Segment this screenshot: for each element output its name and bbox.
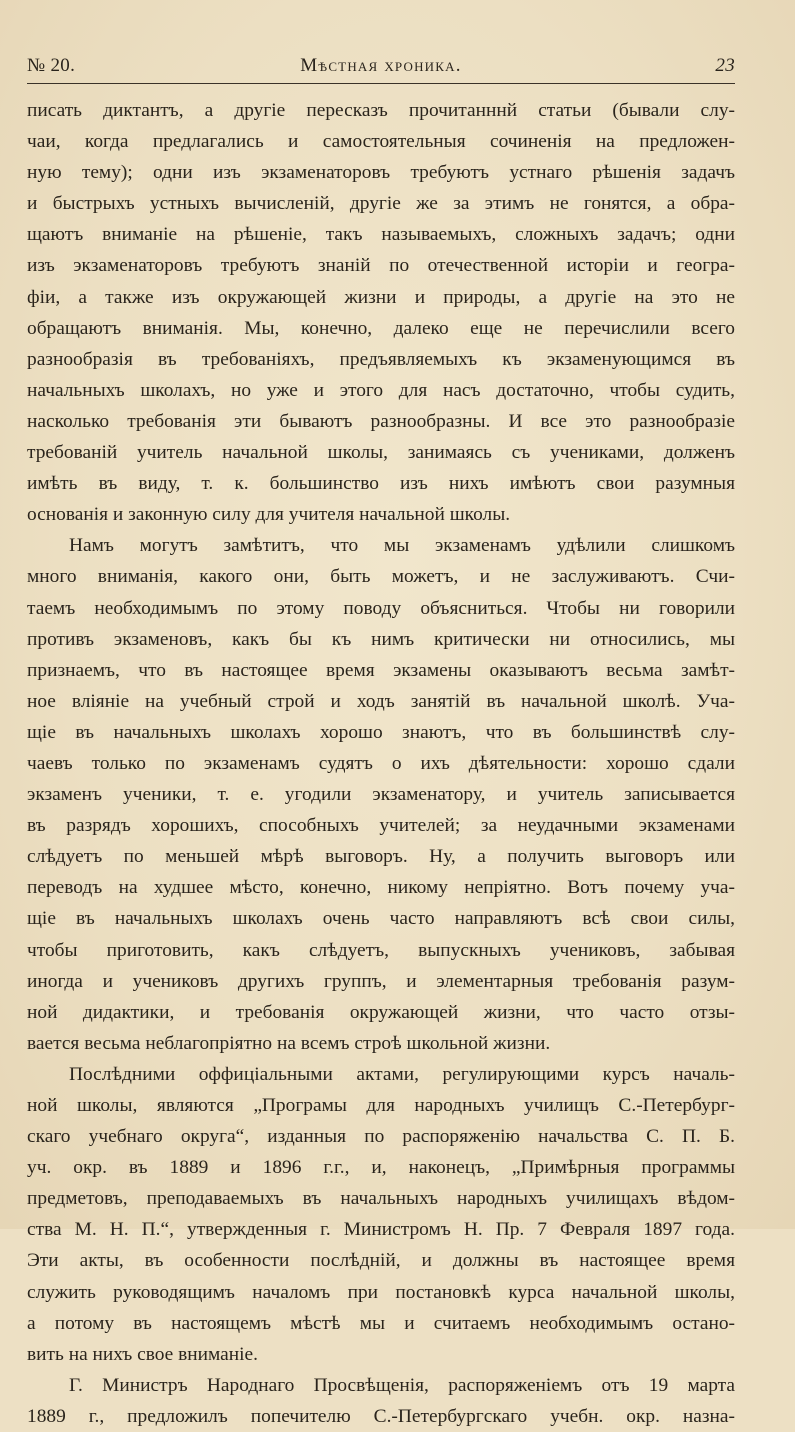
text-line: вается весьма неблагопріятно на всемъ строѣ школьной жизни.	[27, 1032, 551, 1054]
text-line: противъ экзаменовъ, какъ бы къ нимъ критически ни относились, мы	[27, 628, 735, 650]
page-number: 23	[715, 55, 735, 76]
text-line: насколько требованія эти бываютъ разнообразны. И все это разнообразіе	[27, 410, 735, 432]
text-line: чаевъ только по экзаменамъ судятъ о ихъ дѣятельности: хорошо сдали	[27, 752, 735, 774]
article-body	[27, 95, 735, 1432]
text-line: фіи, а также изъ окружающей жизни и природы, а другіе на это не	[27, 286, 735, 308]
text-line: разнообразія въ требованіяхъ, предъявляемыхъ къ экзаменующимся въ	[27, 348, 735, 370]
header-rule	[27, 83, 735, 84]
text-line: изъ экзаменаторовъ требуютъ знаній по отечественной исторіи и геогра-	[27, 255, 735, 277]
text-line: иногда и учениковъ другихъ группъ, и элементарныя требованія разум-	[27, 970, 735, 992]
text-line: чтобы приготовить, какъ слѣдуетъ, выпускныхъ учениковъ, забывая	[27, 939, 735, 961]
text-line: ной дидактики, и требованія окружающей жизни, что часто отзы-	[27, 1001, 735, 1023]
text-line: ную тему); одни изъ экзаменаторовъ требуютъ устнаго рѣшенія задачъ	[27, 162, 735, 184]
paragraph-start-line: Намъ могутъ замѣтитъ, что мы экзаменамъ удѣлили слишкомъ	[69, 535, 735, 557]
text-line: скаго учебнаго округа“, изданныя по распоряженію начальства С. П. Б.	[27, 1126, 735, 1148]
text-line: основанія и законную силу для учителя начальной школы.	[27, 504, 511, 526]
text-line: признаемъ, что въ настоящее время экзамены оказываютъ весьма замѣт-	[27, 659, 735, 681]
paragraph-start-line: Г. Министръ Народнаго Просвѣщенія, распоряженіемъ отъ 19 марта	[69, 1374, 735, 1396]
running-header	[27, 55, 735, 85]
text-line: таемъ необходимымъ по этому поводу объясниться. Чтобы ни говорили	[27, 597, 735, 619]
text-line: чаи, когда предлагались и самостоятельныя сочиненія на предложен-	[27, 131, 735, 153]
text-line: щіе въ начальныхъ школахъ очень часто направляютъ всѣ свои силы,	[27, 908, 735, 930]
text-line: и быстрыхъ устныхъ вычисленій, другіе же за этимъ не гонятся, а обра-	[27, 193, 735, 215]
text-line: а потому въ настоящемъ мѣстѣ мы и считаемъ необходимымъ остано-	[27, 1312, 735, 1334]
text-line: имѣть въ виду, т. к. большинство изъ нихъ имѣютъ свои разумныя	[27, 473, 735, 495]
issue-number: № 20.	[27, 55, 76, 76]
paragraph-start-line: Послѣдними оффиціальными актами, регулирующими курсъ началь-	[69, 1063, 735, 1085]
text-line: слѣдуетъ по меньшей мѣрѣ выговоръ. Ну, а получить выговоръ или	[27, 846, 735, 868]
text-line: экзаменъ ученики, т. е. угодили экзаменатору, и учитель записывается	[27, 784, 735, 806]
section-title: Мѣстная хроника.	[300, 55, 462, 76]
text-line: переводъ на худшее мѣсто, конечно, никому непріятно. Вотъ почему уча-	[27, 877, 735, 899]
text-line: обращаютъ вниманія. Мы, конечно, далеко еще не перечислили всего	[27, 317, 735, 339]
text-line: уч. окр. въ 1889 и 1896 г.г., и, наконецъ, „Примѣрныя программы	[27, 1157, 735, 1179]
text-line: требованій учитель начальной школы, занимаясь съ учениками, долженъ	[27, 442, 735, 464]
text-line: Эти акты, въ особенности послѣдній, и должны въ настоящее время	[27, 1250, 735, 1272]
text-line: начальныхъ школахъ, но уже и этого для насъ достаточно, чтобы судить,	[27, 379, 735, 401]
text-line: ной школы, являются „Програмы для народныхъ училищъ С.-Петербург-	[27, 1095, 735, 1116]
text-line: ное вліяніе на учебный строй и ходъ занятій въ начальной школѣ. Уча-	[27, 690, 735, 712]
text-line: вить на нихъ свое вниманіе.	[27, 1343, 259, 1365]
text-line: въ разрядъ хорошихъ, способныхъ учителей; за неудачными экзаменами	[27, 815, 735, 837]
text-line: 1889 г., предложилъ попечителю С.-Петербургскаго учебн. окр. назна-	[27, 1405, 735, 1427]
text-line: предметовъ, преподаваемыхъ въ начальныхъ народныхъ училищахъ вѣдом-	[27, 1188, 735, 1210]
text-line: много вниманія, какого они, быть можетъ, и не заслуживаютъ. Счи-	[27, 566, 735, 588]
text-line: щаютъ вниманіе на рѣшеніе, такъ называемыхъ, сложныхъ задачъ; одни	[27, 224, 735, 246]
text-line: ства М. Н. П.“, утвержденныя г. Министромъ Н. Пр. 7 Февраля 1897 года.	[27, 1219, 735, 1241]
text-line: служить руководящимъ началомъ при постановкѣ курса начальной школы,	[27, 1281, 735, 1303]
text-line: писать диктантъ, а другіе пересказъ прочитанннй статьи (бывали слу-	[27, 100, 735, 121]
text-line: щіе въ начальныхъ школахъ хорошо знаютъ, что въ большинствѣ слу-	[27, 721, 735, 743]
